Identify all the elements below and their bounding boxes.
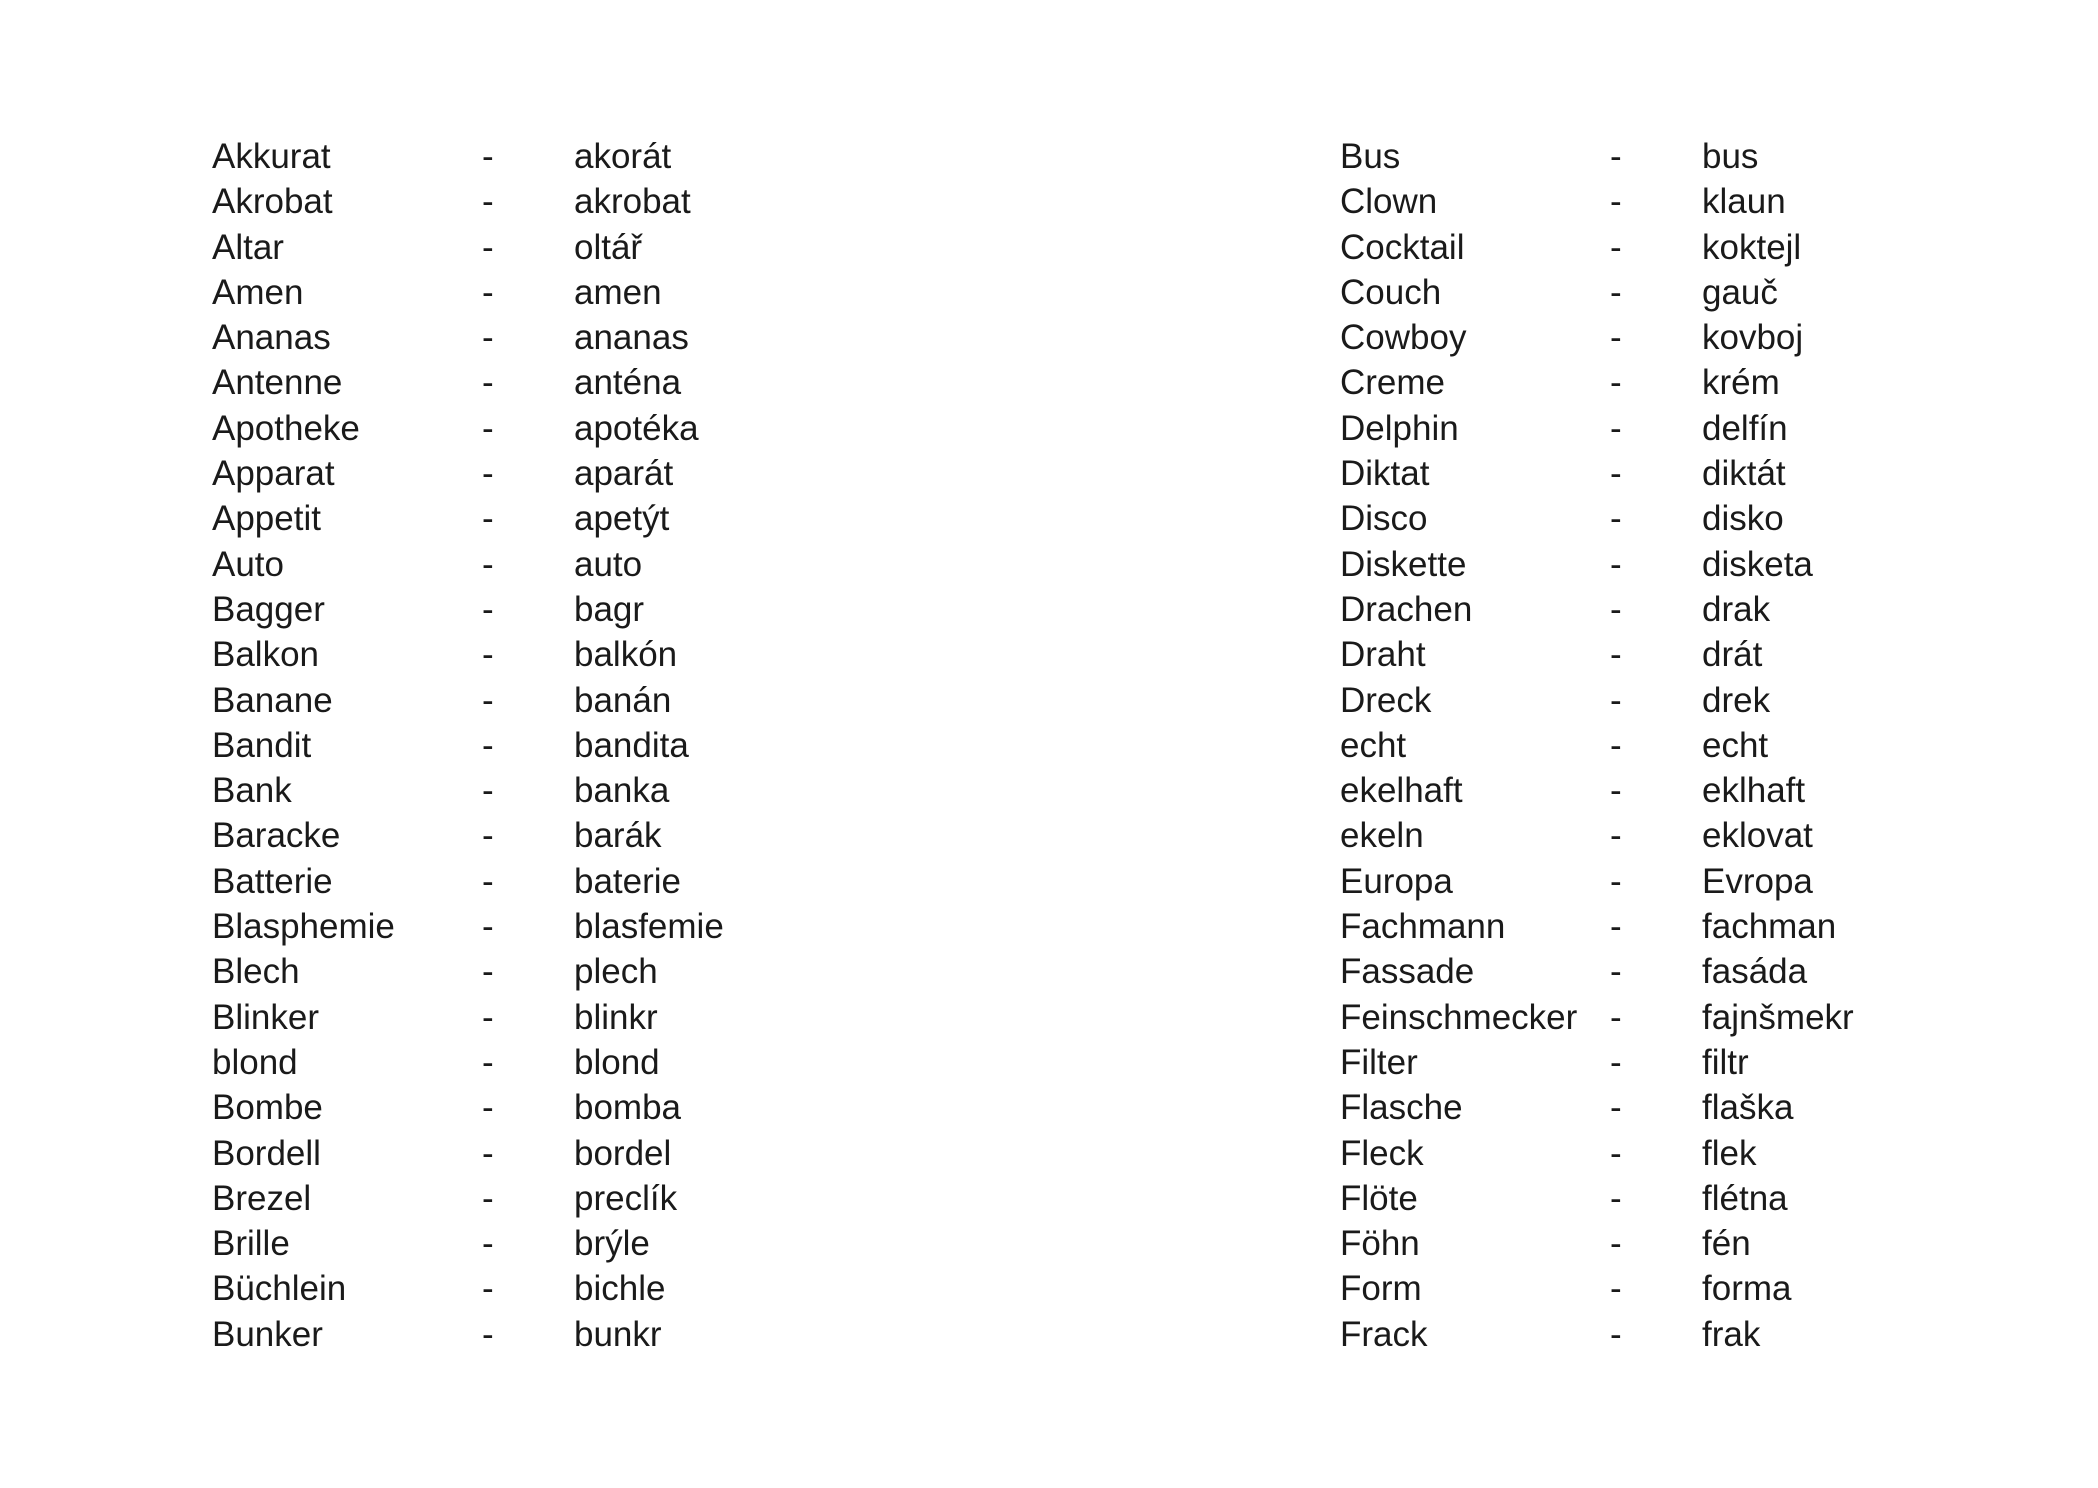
czech-word: amen [574, 272, 662, 312]
czech-word: auto [574, 544, 643, 584]
german-word: Fleck [1340, 1133, 1424, 1173]
separator-dash: - [482, 1133, 494, 1173]
separator-dash: - [482, 182, 494, 222]
separator-dash: - [1610, 454, 1622, 494]
german-word: Filter [1340, 1042, 1418, 1082]
german-word: Delphin [1340, 408, 1459, 448]
czech-word: akrobat [574, 182, 691, 222]
separator-dash: - [482, 907, 494, 947]
separator-dash: - [1610, 137, 1622, 176]
german-word: Frack [1340, 1314, 1428, 1354]
separator-dash: - [1610, 363, 1622, 403]
czech-word: klaun [1702, 182, 1786, 222]
separator-dash: - [1610, 680, 1622, 720]
separator-dash: - [1610, 589, 1622, 629]
separator-dash: - [1610, 635, 1622, 675]
german-word: Bordell [212, 1133, 321, 1173]
separator-dash: - [482, 1224, 494, 1264]
german-word: Altar [212, 227, 284, 267]
czech-word: akorát [574, 137, 672, 176]
separator-dash: - [482, 499, 494, 539]
czech-word: echt [1702, 725, 1769, 765]
separator-dash: - [482, 272, 494, 312]
separator-dash: - [482, 1042, 494, 1082]
german-word: Europa [1340, 861, 1453, 901]
german-word: Cocktail [1340, 227, 1465, 267]
separator-dash: - [482, 363, 494, 403]
czech-word: brýle [574, 1224, 650, 1264]
german-word: Baracke [212, 816, 341, 856]
separator-dash: - [482, 952, 494, 992]
separator-dash: - [1610, 771, 1622, 811]
german-word: ekeln [1340, 816, 1424, 856]
czech-word: Evropa [1702, 861, 1813, 901]
german-word: Fachmann [1340, 907, 1506, 947]
czech-word: bandita [574, 725, 689, 765]
czech-word: bichle [574, 1269, 666, 1309]
czech-word: delfín [1702, 408, 1788, 448]
german-word: Akrobat [212, 182, 333, 222]
german-word: Bandit [212, 725, 312, 765]
german-word: Bunker [212, 1314, 323, 1354]
german-word: Draht [1340, 635, 1426, 675]
czech-word: frak [1702, 1314, 1761, 1354]
czech-word: gauč [1702, 272, 1778, 312]
separator-dash: - [1610, 1269, 1622, 1309]
german-word: Dreck [1340, 680, 1432, 720]
german-word: Blech [212, 952, 300, 992]
german-word: Form [1340, 1269, 1422, 1309]
separator-dash: - [1610, 182, 1622, 222]
separator-dash: - [482, 227, 494, 267]
separator-dash: - [482, 725, 494, 765]
separator-dash: - [482, 861, 494, 901]
separator-dash: - [482, 1314, 494, 1354]
separator-dash: - [1610, 725, 1622, 765]
german-word: Banane [212, 680, 333, 720]
czech-word: fachman [1702, 907, 1837, 947]
german-word: Bank [212, 771, 292, 811]
separator-dash: - [482, 454, 494, 494]
separator-dash: - [482, 1088, 494, 1128]
czech-word: barák [574, 816, 662, 856]
separator-dash: - [1610, 1314, 1622, 1354]
separator-dash: - [1610, 997, 1622, 1037]
czech-word: fén [1702, 1224, 1751, 1264]
czech-word: drát [1702, 635, 1763, 675]
separator-dash: - [482, 408, 494, 448]
czech-word: apetýt [574, 499, 670, 539]
czech-word: kovboj [1702, 318, 1804, 358]
czech-word: filtr [1702, 1042, 1749, 1082]
czech-word: flétna [1702, 1178, 1788, 1218]
separator-dash: - [482, 1178, 494, 1218]
czech-word: blasfemie [574, 907, 724, 947]
separator-dash: - [482, 635, 494, 675]
german-word: Disco [1340, 499, 1428, 539]
czech-word: koktejl [1702, 227, 1802, 267]
german-word: Blasphemie [212, 907, 395, 947]
separator-dash: - [1610, 1224, 1622, 1264]
czech-word: bagr [574, 589, 645, 629]
separator-dash: - [1610, 1088, 1622, 1128]
separator-dash: - [1610, 816, 1622, 856]
german-word: Bagger [212, 589, 325, 629]
czech-word: apotéka [574, 408, 699, 448]
czech-word: anténa [574, 363, 682, 403]
german-word: Couch [1340, 272, 1442, 312]
separator-dash: - [1610, 499, 1622, 539]
separator-dash: - [1610, 907, 1622, 947]
separator-dash: - [482, 137, 494, 176]
czech-word: fajnšmekr [1702, 997, 1854, 1037]
czech-word: ananas [574, 318, 689, 358]
german-word: Diktat [1340, 454, 1430, 494]
separator-dash: - [482, 680, 494, 720]
czech-word: flaška [1702, 1088, 1794, 1128]
czech-word: bomba [574, 1088, 682, 1128]
german-word: Apparat [212, 454, 335, 494]
czech-word: bus [1702, 137, 1759, 176]
german-word: Blinker [212, 997, 319, 1037]
german-word: Apotheke [212, 408, 360, 448]
czech-word: blinkr [574, 997, 658, 1037]
separator-dash: - [1610, 1178, 1622, 1218]
czech-word: preclík [574, 1178, 678, 1218]
german-word: Balkon [212, 635, 320, 675]
czech-word: aparát [574, 454, 674, 494]
czech-word: banka [574, 771, 670, 811]
german-word: Föhn [1340, 1224, 1420, 1264]
czech-word: plech [574, 952, 658, 992]
separator-dash: - [482, 816, 494, 856]
german-word: Drachen [1340, 589, 1473, 629]
czech-word: banán [574, 680, 672, 720]
separator-dash: - [1610, 318, 1622, 358]
separator-dash: - [1610, 952, 1622, 992]
german-word: Flöte [1340, 1178, 1418, 1218]
german-word: echt [1340, 725, 1407, 765]
german-word: Flasche [1340, 1088, 1463, 1128]
separator-dash: - [482, 589, 494, 629]
czech-word: eklovat [1702, 816, 1813, 856]
czech-word: bordel [574, 1133, 672, 1173]
german-word: Bus [1340, 137, 1401, 176]
german-word: Amen [212, 272, 304, 312]
separator-dash: - [1610, 227, 1622, 267]
czech-word: krém [1702, 363, 1780, 403]
separator-dash: - [482, 997, 494, 1037]
czech-word: baterie [574, 861, 682, 901]
separator-dash: - [1610, 1133, 1622, 1173]
czech-word: oltář [574, 227, 643, 267]
separator-dash: - [1610, 1042, 1622, 1082]
german-word: Batterie [212, 861, 333, 901]
czech-word: disko [1702, 499, 1784, 539]
separator-dash: - [1610, 408, 1622, 448]
german-word: Fassade [1340, 952, 1475, 992]
german-word: Brezel [212, 1178, 312, 1218]
german-word: Bombe [212, 1088, 323, 1128]
czech-word: drek [1702, 680, 1771, 720]
german-word: Appetit [212, 499, 321, 539]
czech-word: bunkr [574, 1314, 662, 1354]
german-word: Büchlein [212, 1269, 347, 1309]
german-word: blond [212, 1042, 298, 1082]
german-word: ekelhaft [1340, 771, 1463, 811]
separator-dash: - [1610, 861, 1622, 901]
separator-dash: - [482, 771, 494, 811]
german-word: Brille [212, 1224, 290, 1264]
czech-word: blond [574, 1042, 660, 1082]
german-word: Akkurat [212, 137, 331, 176]
separator-dash: - [1610, 544, 1622, 584]
czech-word: eklhaft [1702, 771, 1806, 811]
separator-dash: - [482, 1269, 494, 1309]
separator-dash: - [1610, 272, 1622, 312]
czech-word: disketa [1702, 544, 1813, 584]
german-word: Feinschmecker [1340, 997, 1578, 1037]
german-word: Clown [1340, 182, 1438, 222]
separator-dash: - [482, 544, 494, 584]
czech-word: flek [1702, 1133, 1757, 1173]
czech-word: balkón [574, 635, 678, 675]
german-word: Creme [1340, 363, 1446, 403]
german-word: Cowboy [1340, 318, 1467, 358]
german-word: Auto [212, 544, 284, 584]
czech-word: forma [1702, 1269, 1792, 1309]
german-word: Ananas [212, 318, 331, 358]
czech-word: fasáda [1702, 952, 1808, 992]
german-word: Antenne [212, 363, 343, 403]
german-word: Diskette [1340, 544, 1467, 584]
separator-dash: - [482, 318, 494, 358]
czech-word: drak [1702, 589, 1771, 629]
czech-word: diktát [1702, 454, 1786, 494]
